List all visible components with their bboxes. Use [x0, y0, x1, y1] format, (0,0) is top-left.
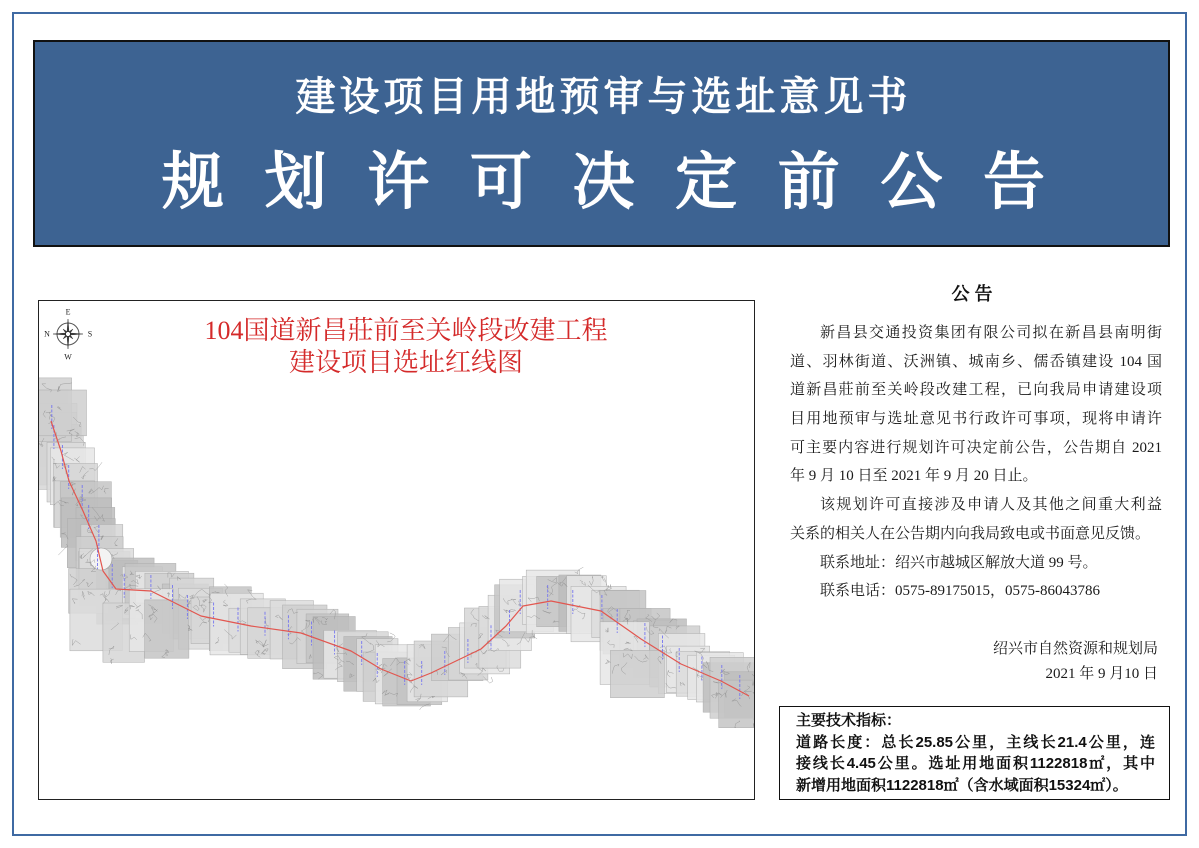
notice-paragraph [790, 319, 1162, 491]
notice-line: 可主要内容进行规划许可决定前公告，公告期自 2021 [790, 439, 1162, 456]
compass-label-bottom: W [64, 352, 72, 362]
notice-line: 目用地预审与选址意见书行政许可事项，现将申请许 [790, 411, 1162, 428]
notice-date: 2021 年 9 月10 日 [1045, 666, 1158, 682]
map-panel [38, 300, 755, 800]
notice-line: 联系电话：0575-89175015，0575-86043786 [820, 583, 1100, 600]
compass-center [66, 332, 71, 337]
tech-specs-box [779, 706, 1170, 800]
notice-line: 该规划许可直接涉及申请人及其他之间重大利益 [820, 497, 1162, 514]
notice-line: 联系地址：绍兴市越城区解放大道 99 号。 [820, 554, 1098, 571]
notice-body [790, 319, 1162, 606]
map-imagery-tile [610, 650, 664, 697]
notice-issuer: 绍兴市自然资源和规划局 [992, 641, 1158, 657]
map-title [146, 315, 666, 379]
tech-specs-line: 接线长4.45公里。选址用地面积1122818㎡，其中 [796, 755, 1155, 772]
header-subtitle: 规 划 许 可 决 定 前 公 告 [162, 148, 1045, 217]
notice-heading: 公 告 [951, 284, 993, 304]
compass-label-right: S [87, 329, 93, 339]
notice-contact-phone [790, 577, 1162, 606]
header-banner [33, 40, 1170, 247]
tech-specs-heading: 主要技术指标： [796, 712, 902, 729]
notice-line: 道、羽林街道、沃洲镇、城南乡、儒岙镇建设 104 国 [790, 353, 1162, 370]
notice-line: 道新昌莊前至关岭段改建工程，已向我局申请建设项 [790, 382, 1162, 399]
map-title-line1: 104国道新昌莊前至关岭段改建工程 [204, 316, 608, 345]
compass-label-top: E [65, 307, 71, 317]
map-imagery-tile [145, 600, 189, 658]
notice-paragraph [790, 491, 1162, 548]
notice-line: 新昌县交通投资集团有限公司拟在新昌县南明街 [820, 325, 1162, 341]
header-title: 建设项目用地预审与选址意见书 [295, 75, 912, 119]
notice-line: 年 9 月 10 日至 2021 年 9 月 20 日止。 [790, 468, 1038, 485]
map-imagery-tile [719, 680, 754, 728]
compass-icon [44, 308, 92, 362]
notice-contact-address [790, 549, 1162, 578]
tech-specs-line: 新增用地面积1122818㎡（含水域面积15324㎡）。 [796, 776, 1128, 794]
compass-label-left: N [44, 329, 50, 339]
notice-line: 关系的相关人在公告期内向我局致电或书面意见反馈。 [790, 525, 1151, 542]
tech-specs-line: 道路长度：总长25.85公里，主线长21.4公里，连 [796, 733, 1155, 751]
map-title-line2: 建设项目选址红线图 [288, 348, 523, 377]
